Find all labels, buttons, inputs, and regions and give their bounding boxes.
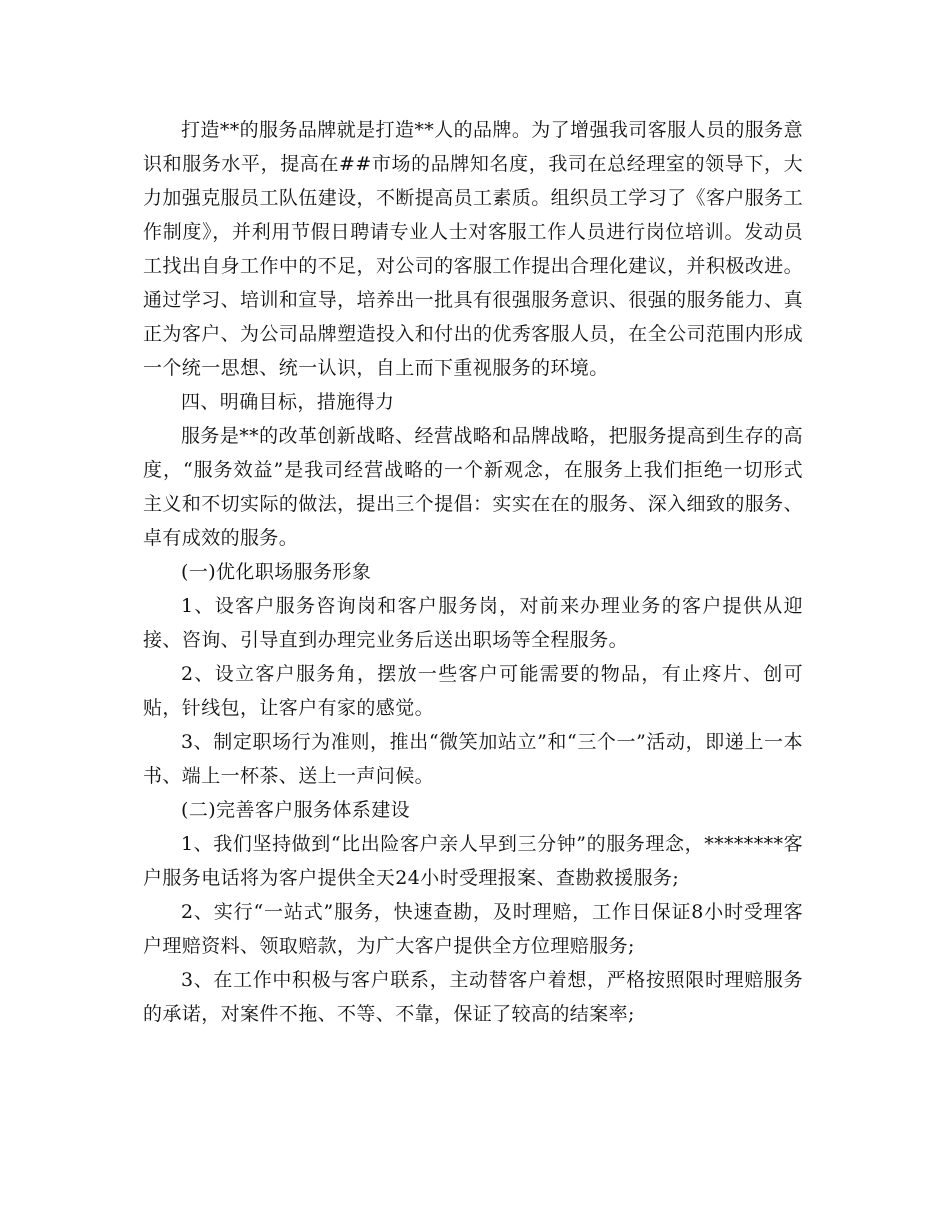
list-item-customer-contact: 3、在工作中积极与客户联系，主动替客户着想，严格按照限时理赔服务的承诺，对案件不拖、不等、不靠，保证了较高的结案率; [143, 969, 803, 1025]
section-heading-goals: 四、明确目标，措施得力 [181, 391, 395, 413]
document-body [143, 113, 803, 1031]
paragraph-brand-building: 打造**的服务品牌就是打造**人的品牌。为了增强我司客服人员的服务意识和服务水平，提高在##市场的品牌知名度，我司在总经理室的领导下，大力加强克服员工队伍建设，不断提高员工素质。组织员工学习了《客户服务工作制度》，并利用节假日聘请专业人士对客服工作人员进行岗位培训。发动员工找出自身工作中的不足，对公司的客服工作提出合理化建议，并积极改进。通过学习、培训和宣导，培养出一批具有很强服务意识、很强的服务能力、真正为客户、为公司品牌塑造投入和付出的优秀客服人员，在全公司范围内形成一个统一思想、统一认识，自上而下重视服务的环境。 [143, 119, 803, 379]
subsection-heading-service-system: (二)完善客户服务体系建设 [181, 799, 411, 821]
list-item-service-posts: 1、设客户服务咨询岗和客户服务岗，对前来办理业务的客户提供从迎接、咨询、引导直到办理完业务后送出职场等全程服务。 [143, 595, 803, 651]
list-item-one-stop-service: 2、实行“一站式”服务，快速查勘，及时理赔，工作日保证8小时受理客户理赔资料、领取赔款，为广大客户提供全方位理赔服务; [143, 901, 803, 957]
list-item-service-hotline: 1、我们坚持做到“比出险客户亲人早到三分钟”的服务理念，********客户服务电话将为客户提供全天24小时受理报案、查勘救援服务; [143, 833, 803, 889]
paragraph-service-strategy: 服务是**的改革创新战略、经营战略和品牌战略，把服务提高到生存的高度，“服务效益”是我司经营战略的一个新观念，在服务上我们拒绝一切形式主义和不切实际的做法，提出三个提倡：实实在在的服务、深入细致的服务、卓有成效的服务。 [143, 425, 803, 549]
list-item-service-corner: 2、设立客户服务角，摆放一些客户可能需要的物品，有止疼片、创可贴，针线包，让客户有家的感觉。 [143, 663, 803, 719]
subsection-heading-workplace-image: (一)优化职场服务形象 [181, 561, 372, 583]
list-item-conduct-rules: 3、制定职场行为准则，推出“微笑加站立”和“三个一”活动，即递上一本书、端上一杯茶、送上一声问候。 [143, 731, 803, 787]
